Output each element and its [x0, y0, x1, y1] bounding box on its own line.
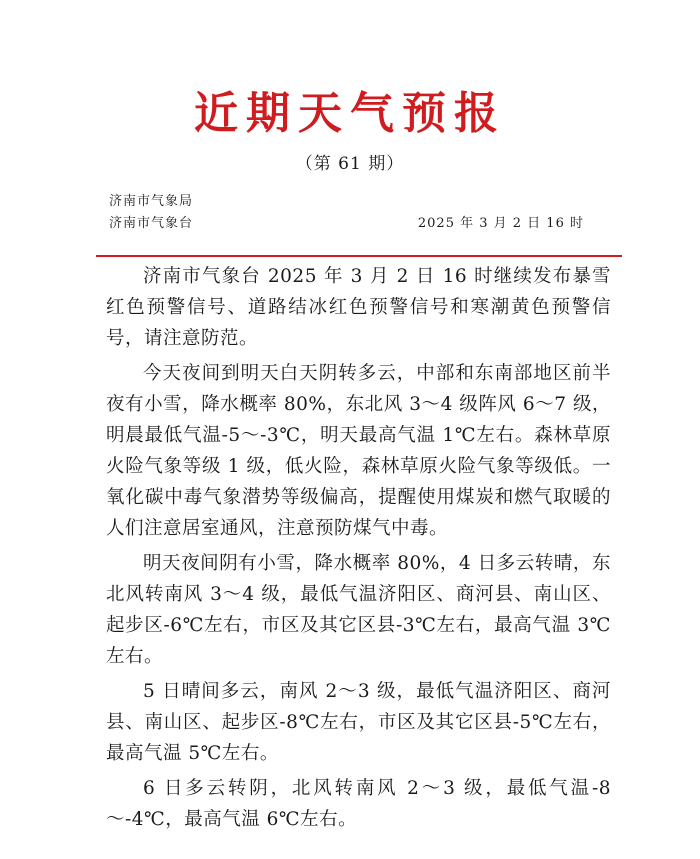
issuer-observatory: 济南市气象台	[109, 216, 194, 231]
paragraph-day-5: 5 日晴间多云，南风 2～3 级，最低气温济阳区、商河县、南山区、起步区-8℃左右，市区及其它区县-5℃左右，最高气温 5℃左右。	[106, 681, 611, 764]
paragraph-tomorrow: 明天夜间阴有小雪，降水概率 80%，4 日多云转晴，东北风转南风 3～4 级，最低气温济阳区、商河县、南山区、起步区-6℃左右，市区及其它区县-3℃左右，最高气温 3℃左右。	[106, 553, 611, 667]
red-divider	[96, 255, 622, 257]
issue-number: （第 61 期）	[295, 154, 405, 174]
paragraph-day-6: 6 日多云转阴，北风转南风 2～3 级，最低气温-8～-4℃，最高气温 6℃左右。	[106, 778, 611, 830]
forecast-body	[106, 261, 611, 839]
paragraph-warning: 济南市气象台 2025 年 3 月 2 日 16 时继续发布暴雪红色预警信号、道路结冰红色预警信号和寒潮黄色预警信号，请注意防范。	[106, 266, 611, 349]
issue-date: 2025 年 3 月 2 日 16 时	[417, 216, 584, 231]
paragraph-today: 今天夜间到明天白天阴转多云，中部和东南部地区前半夜有小雪，降水概率 80%，东北风 3～4 级阵风 6～7 级，明晨最低气温-5～-3℃，明天最高气温 1℃左右。森林草原火险气象等级 1 级，低火险，森林草原火险气象等级低。一氧化碳中毒气象潜势等级偏高，提醒使用煤炭和燃气取暖的人们注意居室通风，注意预防煤气中毒。	[106, 363, 611, 539]
document-title: 近期天气预报	[194, 88, 506, 139]
issuer-bureau: 济南市气象局	[109, 194, 194, 209]
